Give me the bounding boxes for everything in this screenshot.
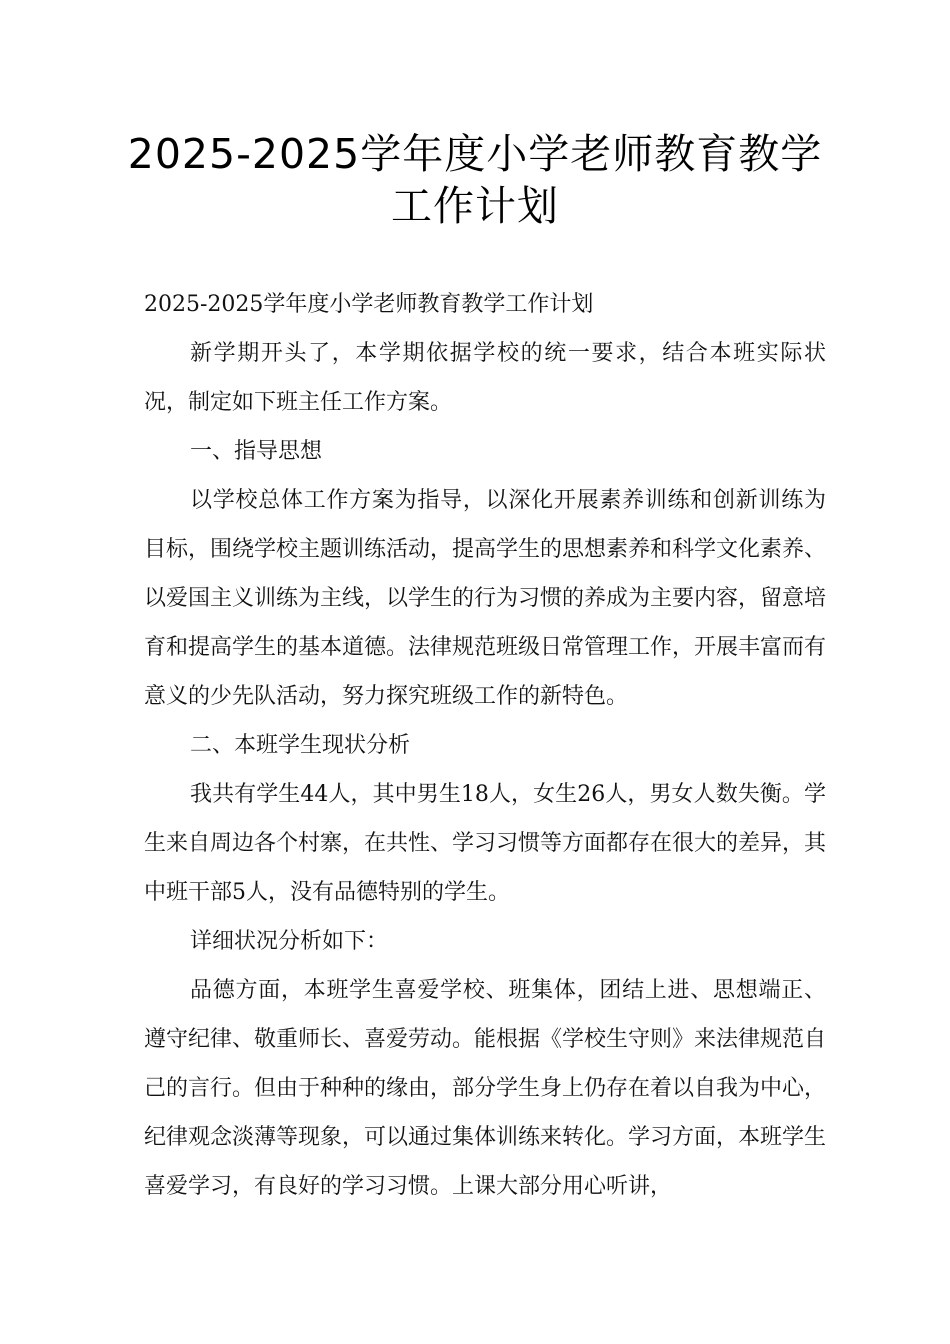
paragraph-detail-intro: 详细状况分析如下： — [190, 929, 389, 954]
paragraph-class-analysis: 我共有学生44人，其中男生18人，女生26人，男女人数失衡。学生来自周边各个村寨，在共性、学习习惯等方面都存在很大的差异，其中班干部5人，没有品德特别的学生。 — [144, 782, 827, 905]
section-heading-class-analysis: 二、本班学生现状分析 — [190, 733, 411, 758]
section-heading-guiding-thought: 一、指导思想 — [190, 439, 323, 464]
document-title: 2025-2025学年度小学老师教育教学工作计划 — [127, 130, 823, 230]
document-body — [144, 280, 826, 1211]
paragraph-morality-study: 品德方面，本班学生喜爱学校、班集体，团结上进、思想端正、遵守纪律、敬重师长、喜爱劳动。能根据《学校生守则》来法律规范自己的言行。但由于种种的缘由，部分学生身上仍存在着以自我为中心，纪律观念淡薄等现象，可以通过集体训练来转化。学习方面，本班学生喜爱学习，有良好的学习习惯。上课大部分用心听讲， — [144, 978, 827, 1199]
paragraph-guiding-thought: 以学校总体工作方案为指导，以深化开展素养训练和创新训练为目标，围绕学校主题训练活动，提高学生的思想素养和科学文化素养、以爱国主义训练为主线，以学生的行为习惯的养成为主要内容，留意培育和提高学生的基本道德。法律规范班级日常管理工作，开展丰富而有意义的少先队活动，努力探究班级工作的新特色。 — [144, 488, 827, 709]
paragraph-intro: 新学期开头了，本学期依据学校的统一要求，结合本班实际状况，制定如下班主任工作方案。 — [144, 341, 826, 415]
document-subtitle: 2025-2025学年度小学老师教育教学工作计划 — [144, 292, 594, 317]
